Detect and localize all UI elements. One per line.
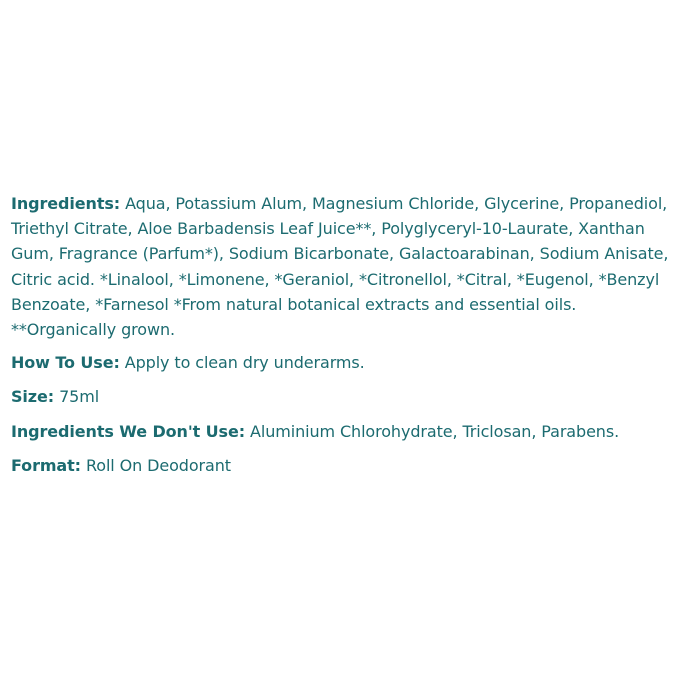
ingredients-not-used-text: Aluminium Chlorohydrate, Triclosan, Parabens. bbox=[245, 421, 620, 441]
format-section bbox=[11, 453, 683, 478]
how-to-use-label: How To Use: bbox=[11, 353, 120, 373]
ingredients-section bbox=[11, 191, 683, 342]
product-info bbox=[11, 191, 683, 487]
size-section bbox=[11, 384, 683, 409]
ingredients-text: Aqua, Potassium Alum, Magnesium Chloride, Glycerine, Propanediol, Triethyl Citrate, Aloe Barbadensis Leaf Juice**, Polyglyceryl-10-Laurate, Xanthan Gum, Fragrance (Parfum*), Sodium Bicarbonate, Galactoarabinan, Sodium Anisate, Citric acid. *Linalool, *Limonene, *Geraniol, *Citronellol, *Citral, *Eugenol, *Benzyl Benzoate, *Farnesol *From natural botanical extracts and essential oils. **Organically grown. bbox=[11, 194, 669, 340]
ingredients-label: Ingredients: bbox=[11, 194, 121, 213]
format-label: Format: bbox=[11, 455, 81, 475]
ingredients-not-used-section bbox=[11, 419, 683, 444]
ingredients-not-used-label: Ingredients We Don't Use: bbox=[11, 421, 246, 441]
how-to-use-text: Apply to clean dry underarms. bbox=[119, 353, 365, 373]
format-text: Roll On Deodorant bbox=[80, 455, 231, 475]
how-to-use-section bbox=[11, 350, 683, 375]
size-text: 75ml bbox=[54, 387, 100, 407]
size-label: Size: bbox=[11, 387, 55, 407]
